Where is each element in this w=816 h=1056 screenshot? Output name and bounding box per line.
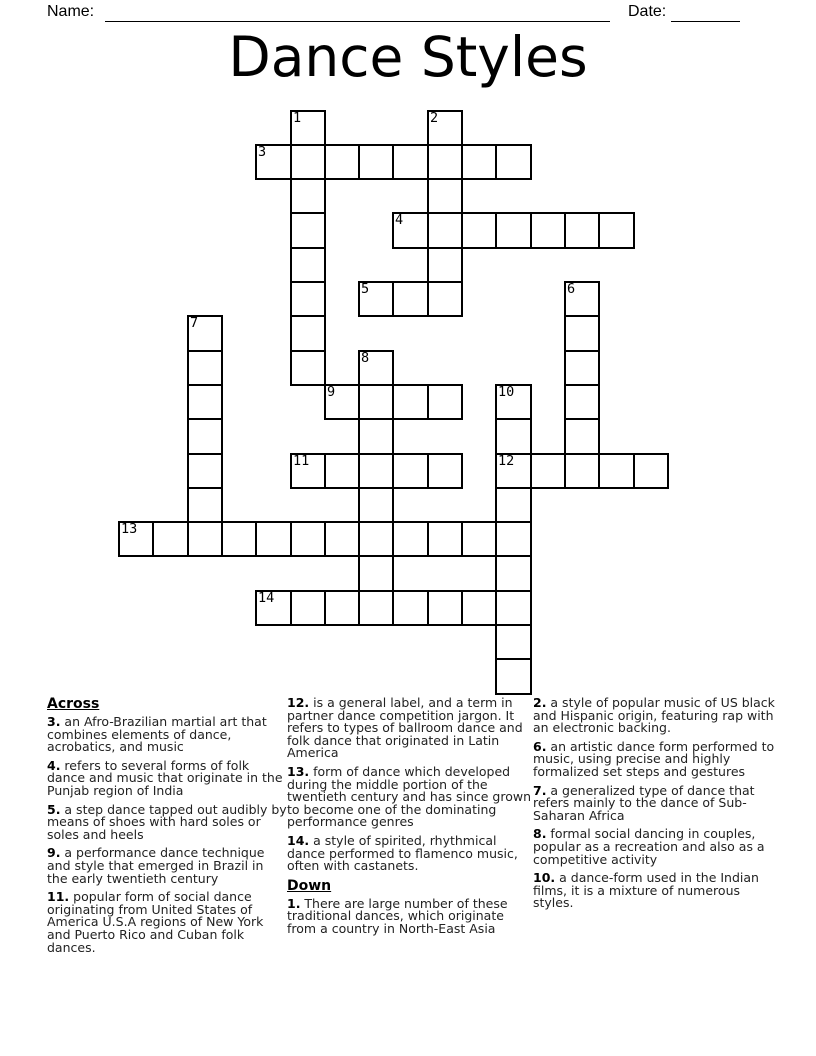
grid-cell-r0-c9[interactable]: [427, 110, 463, 146]
grid-cell-r0-c5[interactable]: [290, 110, 326, 146]
grid-cell-r8-c11[interactable]: [495, 384, 532, 420]
worksheet-title: Dance Styles: [228, 25, 588, 89]
grid-cell-r13-c11[interactable]: [495, 555, 532, 592]
grid-cell-r7-c5[interactable]: [290, 350, 326, 386]
clue-14: 14. a style of spirited, rhythmical dance performed to flamenco music, often with castanets.: [287, 832, 518, 874]
clue-2: 2. a style of popular music of US black and Hispanic origin, featuring rap with an electronic backing.: [533, 695, 775, 736]
grid-cell-r10-c7[interactable]: [358, 453, 394, 489]
grid-cell-r14-c5[interactable]: [290, 590, 326, 626]
grid-cell-r6-c2[interactable]: [187, 315, 223, 352]
grid-cell-r5-c7[interactable]: [358, 281, 394, 317]
grid-cell-r14-c4[interactable]: [255, 590, 292, 626]
clue-number: 7.: [533, 782, 547, 798]
clues-column-middle: [287, 697, 534, 942]
cell-number-3: 3: [258, 144, 267, 160]
grid-cell-r8-c9[interactable]: [427, 384, 463, 420]
grid-cell-r12-c10[interactable]: [461, 521, 497, 557]
grid-cell-r10-c5[interactable]: [290, 453, 326, 489]
grid-cell-r1-c6[interactable]: [324, 144, 360, 180]
grid-cell-r10-c6[interactable]: [324, 453, 360, 489]
grid-cell-r12-c8[interactable]: [392, 521, 429, 557]
grid-cell-r12-c6[interactable]: [324, 521, 360, 557]
grid-cell-r3-c9[interactable]: [427, 212, 463, 249]
clue-number: 9.: [47, 845, 61, 861]
grid-cell-r1-c9[interactable]: [427, 144, 463, 180]
grid-cell-r8-c8[interactable]: [392, 384, 429, 420]
grid-cell-r12-c0[interactable]: [118, 521, 154, 557]
clue-number: 5.: [47, 801, 61, 817]
grid-cell-r7-c13[interactable]: [564, 350, 600, 386]
grid-cell-r14-c8[interactable]: [392, 590, 429, 626]
date-label: Date:: [628, 3, 667, 20]
grid-cell-r1-c10[interactable]: [461, 144, 497, 180]
clue-number: 2.: [533, 695, 547, 710]
grid-cell-r15-c11[interactable]: [495, 624, 532, 660]
clue-12: 12. is a general label, and a term in partner dance competition jargon. It refers to types of ballroom dance and folk dance that originated in Latin America: [287, 695, 523, 761]
grid-cell-r3-c8[interactable]: [392, 212, 429, 249]
clue-11: 11. popular form of social dance originating from United States of America U.S.A regions of New York and Puerto Rico and Cuban folk dances.: [47, 889, 264, 955]
grid-cell-r12-c4[interactable]: [255, 521, 292, 557]
name-label: Name:: [47, 3, 95, 20]
cell-number-14: 14: [258, 590, 275, 606]
grid-cell-r4-c9[interactable]: [427, 247, 463, 283]
grid-cell-r8-c6[interactable]: [324, 384, 360, 420]
grid-cell-r14-c7[interactable]: [358, 590, 394, 626]
clue-number: 8.: [533, 826, 547, 842]
grid-cell-r13-c7[interactable]: [358, 555, 394, 592]
grid-cell-r12-c11[interactable]: [495, 521, 532, 557]
grid-cell-r5-c9[interactable]: [427, 281, 463, 317]
grid-cell-r12-c1[interactable]: [152, 521, 189, 557]
cell-number-10: 10: [498, 384, 515, 400]
grid-cell-r9-c7[interactable]: [358, 418, 394, 455]
grid-cell-r3-c10[interactable]: [461, 212, 497, 249]
grid-cell-r11-c7[interactable]: [358, 487, 394, 523]
grid-cell-r10-c2[interactable]: [187, 453, 223, 489]
grid-cell-r5-c13[interactable]: [564, 281, 600, 317]
grid-cell-r12-c2[interactable]: [187, 521, 223, 557]
grid-cell-r9-c13[interactable]: [564, 418, 600, 455]
clues-column-across: [47, 697, 287, 960]
clue-5: 5. a step dance tapped out audibly by means of shoes with hard soles or soles and heels: [47, 801, 287, 842]
clue-number: 4.: [47, 757, 61, 773]
grid-cell-r12-c7[interactable]: [358, 521, 394, 557]
grid-cell-r10-c11[interactable]: [495, 453, 532, 489]
cell-number-12: 12: [498, 453, 515, 469]
clue-6: 6. an artistic dance form performed to music, using precise and highly formalized set steps and gestures: [533, 738, 775, 779]
grid-cell-r16-c11[interactable]: [495, 658, 532, 695]
grid-cell-r14-c10[interactable]: [461, 590, 497, 626]
grid-cell-r14-c6[interactable]: [324, 590, 360, 626]
clue-9: 9. a performance dance technique and style that emerged in Brazil in the early twentieth century: [47, 845, 265, 886]
grid-cell-r5-c5[interactable]: [290, 281, 326, 317]
grid-cell-r12-c9[interactable]: [427, 521, 463, 557]
grid-cell-r3-c11[interactable]: [495, 212, 532, 249]
cell-number-8: 8: [361, 350, 370, 366]
grid-cell-r8-c2[interactable]: [187, 384, 223, 420]
cell-number-13: 13: [121, 521, 138, 537]
grid-cell-r10-c14[interactable]: [598, 453, 635, 489]
grid-cell-r8-c13[interactable]: [564, 384, 600, 420]
cell-number-4: 4: [395, 212, 404, 228]
grid-cell-r6-c13[interactable]: [564, 315, 600, 352]
grid-cell-r7-c7[interactable]: [358, 350, 394, 386]
grid-cell-r12-c5[interactable]: [290, 521, 326, 557]
cell-number-2: 2: [430, 110, 439, 126]
grid-cell-r11-c11[interactable]: [495, 487, 532, 523]
down-heading: Down: [287, 877, 332, 894]
clue-number: 11.: [47, 889, 70, 905]
grid-cell-r9-c11[interactable]: [495, 418, 532, 455]
grid-cell-r14-c9[interactable]: [427, 590, 463, 626]
grid-cell-r1-c11[interactable]: [495, 144, 532, 180]
grid-cell-r10-c9[interactable]: [427, 453, 463, 489]
grid-cell-r10-c12[interactable]: [530, 453, 566, 489]
grid-cell-r2-c9[interactable]: [427, 178, 463, 214]
clues-column-down: [533, 697, 781, 916]
clue-number: 10.: [533, 870, 556, 886]
grid-cell-r8-c7[interactable]: [358, 384, 394, 420]
clue-number: 6.: [533, 738, 547, 754]
grid-cell-r5-c8[interactable]: [392, 281, 429, 317]
grid-cell-r1-c8[interactable]: [392, 144, 429, 180]
cell-number-5: 5: [361, 281, 370, 297]
grid-cell-r11-c2[interactable]: [187, 487, 223, 523]
cell-number-7: 7: [190, 315, 199, 331]
clue-1: 1. There are large number of these traditional dances, which originate from a country in North-East Asia: [287, 895, 508, 936]
grid-cell-r1-c4[interactable]: [255, 144, 292, 180]
grid-cell-r10-c8[interactable]: [392, 453, 429, 489]
grid-cell-r3-c13[interactable]: [564, 212, 600, 249]
clue-7: 7. a generalized type of dance that refers mainly to the dance of Sub-Saharan Africa: [533, 782, 755, 823]
grid-cell-r14-c11[interactable]: [495, 590, 532, 626]
cell-number-9: 9: [327, 384, 336, 400]
grid-cell-r1-c7[interactable]: [358, 144, 394, 180]
clue-number: 12.: [287, 695, 310, 710]
grid-cell-r10-c15[interactable]: [633, 453, 669, 489]
clue-number: 13.: [287, 763, 310, 779]
cell-number-11: 11: [293, 453, 310, 469]
grid-cell-r1-c5[interactable]: [290, 144, 326, 180]
grid-cell-r3-c14[interactable]: [598, 212, 635, 249]
grid-cell-r4-c5[interactable]: [290, 247, 326, 283]
clue-8: 8. formal social dancing in couples, popular as a recreation and also as a competitive activity: [533, 826, 765, 867]
grid-cell-r2-c5[interactable]: [290, 178, 326, 214]
clue-number: 1.: [287, 895, 301, 911]
grid-cell-r9-c2[interactable]: [187, 418, 223, 455]
clue-4: 4. refers to several forms of folk dance and music that originate in the Punjab region of India: [47, 757, 283, 798]
cell-number-6: 6: [567, 281, 576, 297]
grid-cell-r12-c3[interactable]: [221, 521, 257, 557]
across-heading: Across: [47, 696, 100, 712]
grid-cell-r10-c13[interactable]: [564, 453, 600, 489]
grid-cell-r6-c5[interactable]: [290, 315, 326, 352]
cell-number-1: 1: [293, 110, 302, 126]
grid-cell-r3-c12[interactable]: [530, 212, 566, 249]
clue-3: 3. an Afro-Brazilian martial art that combines elements of dance, acrobatics, and music: [47, 714, 267, 755]
clue-number: 14.: [287, 832, 310, 848]
clue-number: 3.: [47, 714, 61, 729]
clue-13: 13. form of dance which developed during the middle portion of the twentieth century and has since grown to become one of the dominating performance genres: [287, 763, 532, 830]
grid-cell-r7-c2[interactable]: [187, 350, 223, 386]
clue-10: 10. a dance-form used in the Indian films, it is a mixture of numerous styles.: [533, 870, 759, 911]
grid-cell-r3-c5[interactable]: [290, 212, 326, 249]
